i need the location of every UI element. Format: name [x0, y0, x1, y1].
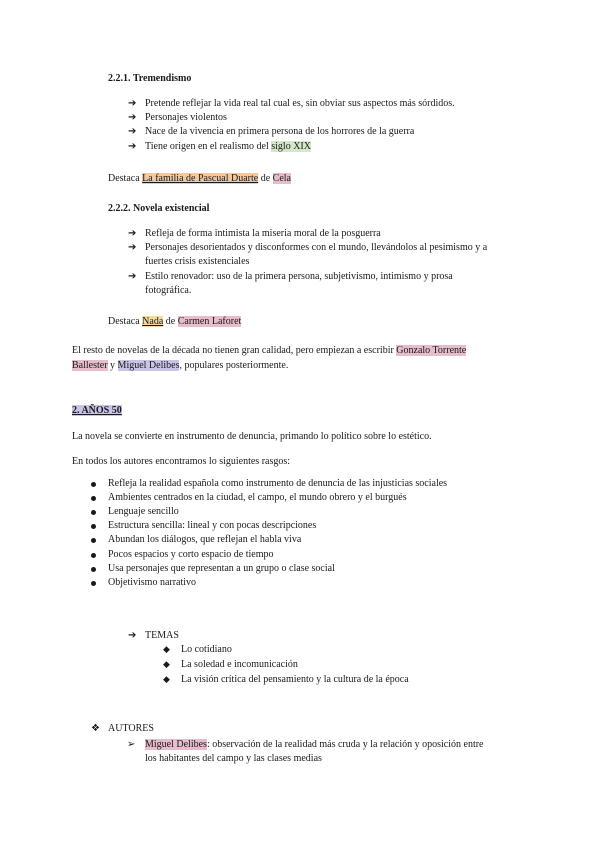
paragraph-line: En todos los autores encontramos lo siguientes rasgos: — [72, 456, 291, 467]
list-item: Refleja la realidad española como instrumento de denuncia de las injusticias sociales — [108, 478, 448, 489]
section-heading-anos-50: 2. AÑOS 50 — [72, 405, 122, 416]
diamond-icon: ◆ — [163, 660, 170, 670]
paragraph-line: La novela se convierte en instrumento de denuncia, primando lo político sobre lo estético. — [72, 431, 432, 442]
list-item: Miguel Delibes: observación de la realidad más cruda y la relación y oposición entre — [145, 739, 484, 750]
arrow-icon: ➔ — [128, 126, 137, 137]
list-item: Personajes violentos — [145, 112, 227, 123]
bullet-icon — [91, 538, 96, 543]
arrow-icon: ➔ — [128, 98, 137, 109]
highlight-siglo: siglo XIX — [271, 141, 311, 152]
list-item: Lenguaje sencillo — [108, 506, 179, 517]
highlight-author: Miguel Delibes — [117, 360, 180, 371]
arrowhead-icon: ➢ — [127, 739, 136, 750]
temas-label: TEMAS — [145, 630, 179, 641]
arrow-icon: ➔ — [128, 242, 137, 253]
arrow-icon: ➔ — [128, 228, 137, 239]
bullet-icon — [91, 496, 96, 501]
list-item: Estilo renovador: uso de la primera persona, subjetivismo, intimismo y prosa — [145, 271, 453, 282]
highlight-work-title: La familia de Pascual Duarte — [142, 173, 259, 184]
paragraph-line: El resto de novelas de la década no tienen gran calidad, pero empiezan a escribir Gonzalo Torrente — [72, 345, 467, 356]
list-item: Estructura sencilla: lineal y con pocas descripciones — [108, 520, 317, 531]
highlight-author: Gonzalo Torrente — [396, 345, 467, 356]
destaca-line: Destaca Nada de Carmen Laforet — [108, 316, 242, 327]
list-item-continuation: los habitantes del campo y las clases medias — [145, 753, 322, 764]
destaca-line: Destaca La familia de Pascual Duarte de Cela — [108, 173, 291, 184]
list-item: Refleja de forma intimista la miseria moral de la posguerra — [145, 228, 381, 239]
diamond-icon: ◆ — [163, 645, 170, 655]
list-item: Usa personajes que representan a un grupo o clase social — [108, 563, 335, 574]
bullet-icon — [91, 567, 96, 572]
bullet-icon — [91, 524, 96, 529]
diamond-icon: ◆ — [163, 675, 170, 685]
four-diamond-icon: ❖ — [91, 723, 100, 734]
list-item: Tiene origen en el realismo del siglo XIX — [145, 141, 311, 152]
list-item: Nace de la vivencia en primera persona de los horrores de la guerra — [145, 126, 415, 137]
highlight-author: Carmen Laforet — [177, 316, 242, 327]
arrow-icon: ➔ — [128, 630, 137, 641]
bullet-icon — [91, 581, 96, 586]
highlight-work-title: Nada — [142, 316, 164, 327]
list-item-continuation: fuertes crisis existenciales — [145, 256, 250, 267]
highlight-author: Miguel Delibes — [145, 739, 207, 750]
list-item-continuation: fotográfica. — [145, 285, 192, 296]
bullet-icon — [91, 553, 96, 558]
bullet-icon — [91, 482, 96, 487]
arrow-icon: ➔ — [128, 271, 137, 282]
autores-label: AUTORES — [108, 723, 154, 734]
section-heading-tremendismo: 2.2.1. Tremendismo — [108, 73, 192, 84]
section-heading-existencial: 2.2.2. Novela existencial — [108, 203, 210, 214]
list-item: Pocos espacios y corto espacio de tiempo — [108, 549, 274, 560]
arrow-icon: ➔ — [128, 141, 137, 152]
highlight-author: Ballester — [72, 360, 108, 371]
list-item: Objetivismo narrativo — [108, 577, 197, 588]
list-item: Personajes desorientados y disconformes con el mundo, llevándolos al pesimismo y a — [145, 242, 488, 253]
list-item: Lo cotidiano — [181, 644, 232, 655]
list-item: La visión crítica del pensamiento y la cultura de la época — [181, 674, 409, 685]
bullet-icon — [91, 510, 96, 515]
arrow-icon: ➔ — [128, 112, 137, 123]
list-item: Pretende reflejar la vida real tal cual es, sin obviar sus aspectos más sórdidos. — [145, 98, 455, 109]
highlight-author: Cela — [272, 173, 291, 184]
paragraph-line: Ballester y Miguel Delibes, populares posteriormente. — [72, 360, 289, 371]
list-item: Ambientes centrados en la ciudad, el campo, el mundo obrero y el burgués — [108, 492, 407, 503]
list-item: La soledad e incomunicación — [181, 659, 298, 670]
list-item: Abundan los diálogos, que reflejan el habla viva — [108, 534, 302, 545]
